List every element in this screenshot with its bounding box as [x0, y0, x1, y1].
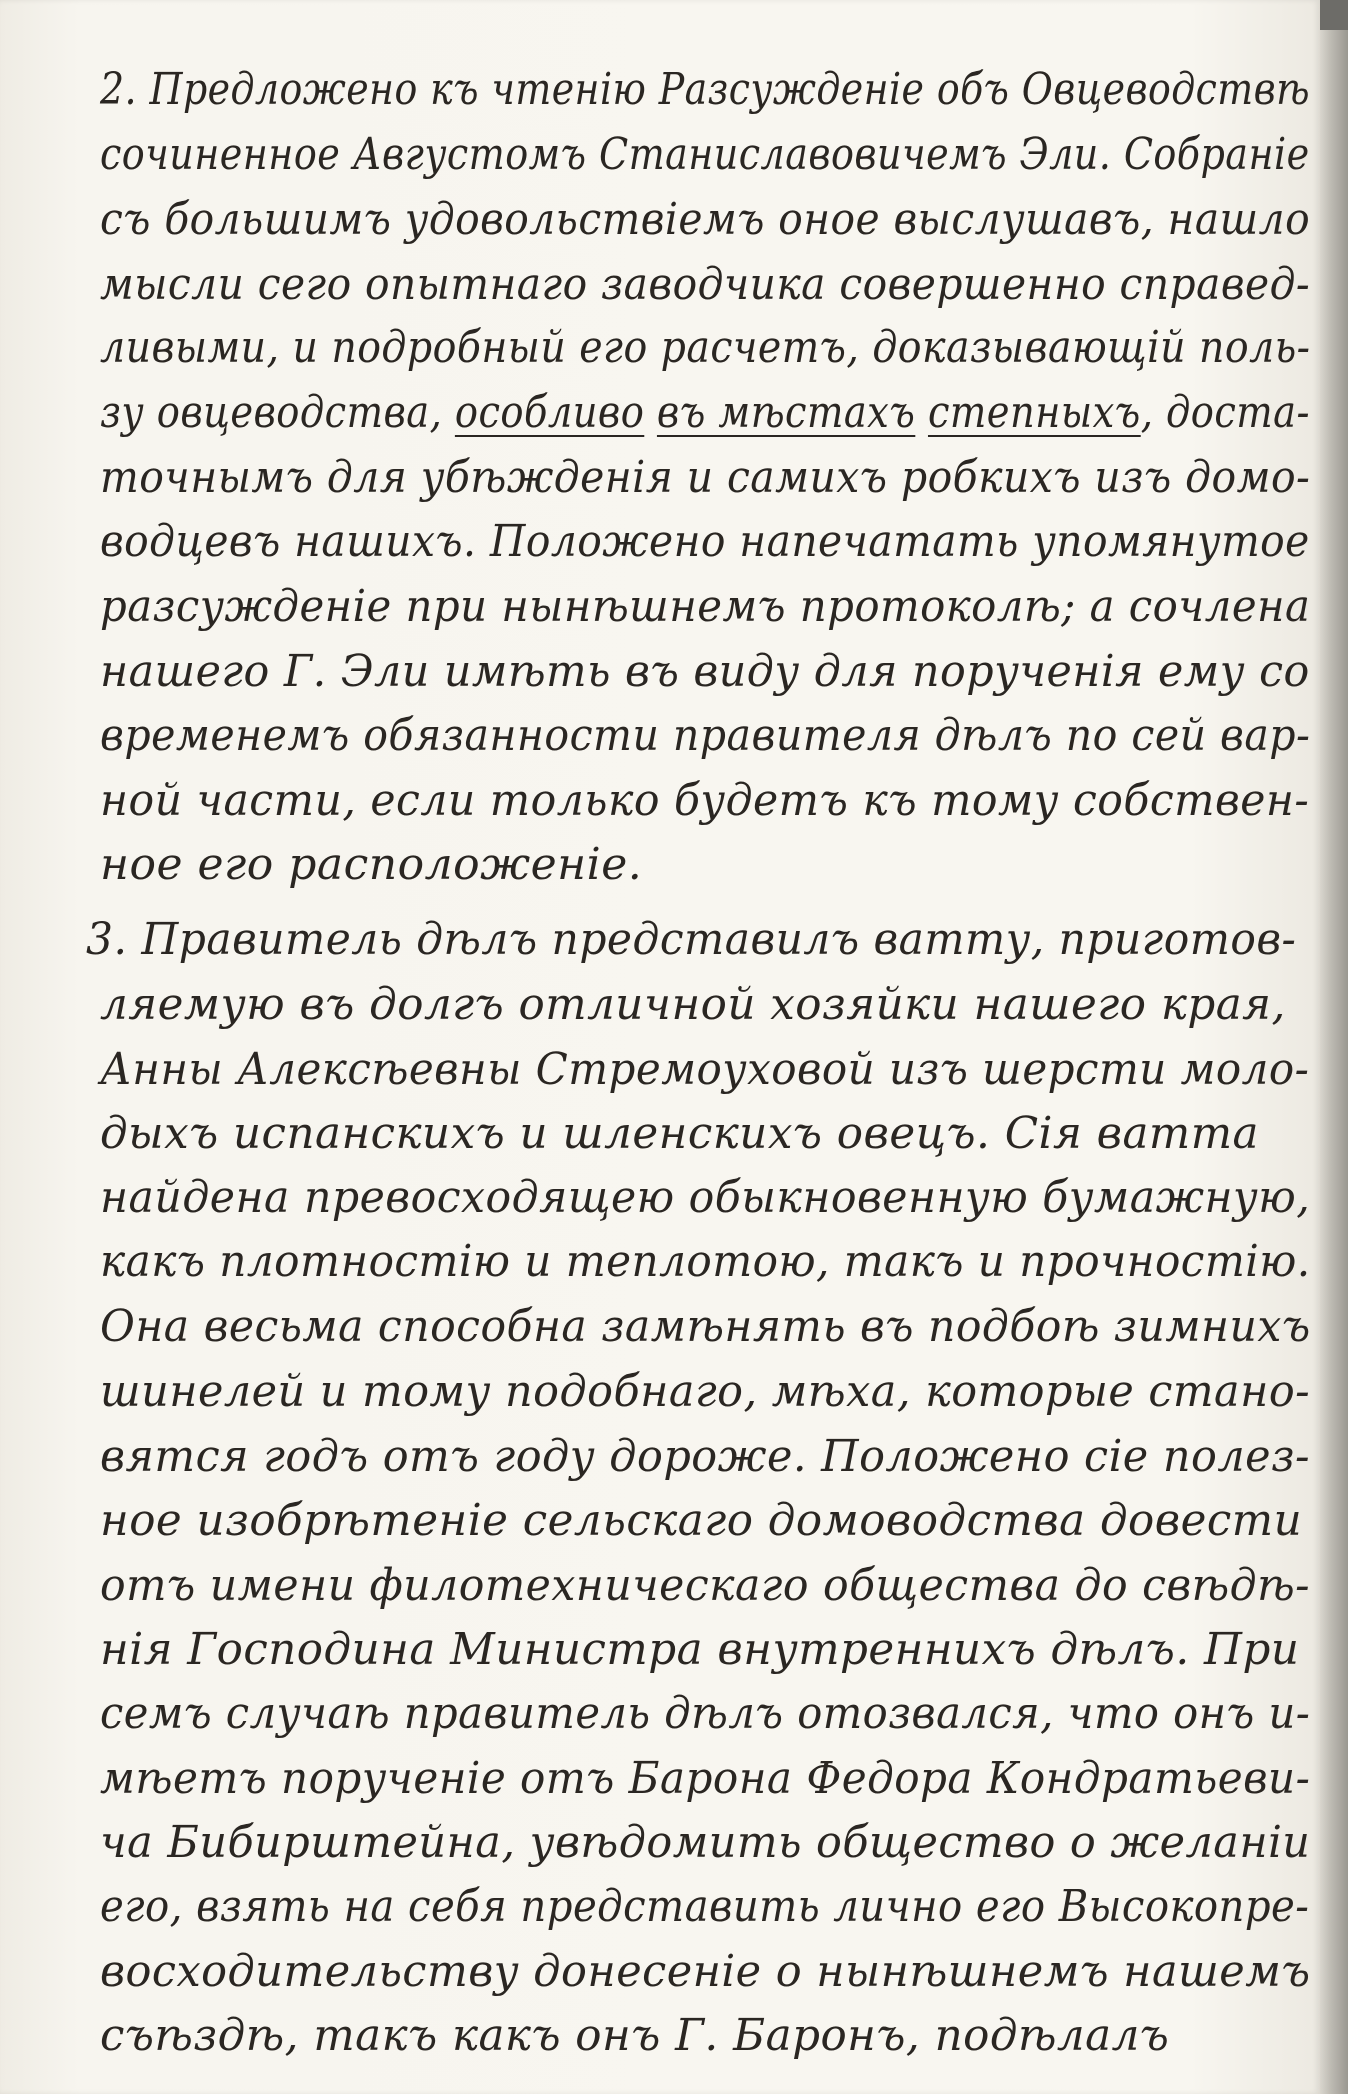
text-line: вятся годъ отъ году дороже. Положено сіе полез-: [100, 1431, 1310, 1482]
text-line: семъ случаѣ правитель дѣлъ отозвался, что онъ и-: [100, 1688, 1311, 1739]
text-line: ливыми, и подробный его расчетъ, доказывающій поль-: [100, 322, 1311, 373]
text-line: восходительству донесеніе о нынѣшнемъ нашемъ: [100, 1946, 1311, 1997]
text-line: нашего Г. Эли имѣть въ виду для порученія ему со: [100, 646, 1310, 697]
text-line: мысли сего опытнаго заводчика совершенно справед-: [100, 259, 1311, 310]
text-line: ча Бибирштейна, увѣдомить общество о желаніи: [100, 1817, 1311, 1868]
page-corner-shadow: [1320, 0, 1348, 30]
text-line: Она весьма способна замѣнять въ подбоѣ зимнихъ: [100, 1301, 1311, 1352]
text-line: найдена превосходящею обыкновенную бумажную,: [100, 1172, 1311, 1223]
text-line: точнымъ для убѣжденія и самихъ робкихъ изъ домо-: [100, 452, 1311, 503]
text-line: ляемую въ долгъ отличной хозяйки нашего края,: [100, 979, 1286, 1030]
text-line: шинелей и тому подобнаго, мѣха, которые стано-: [100, 1366, 1311, 1417]
text-line: отъ имени филотехническаго общества до свѣдѣ-: [100, 1560, 1310, 1611]
text-line: ное его расположеніе.: [100, 839, 643, 890]
text-line: нія Господина Министра внутреннихъ дѣлъ. При: [100, 1624, 1300, 1675]
manuscript-text: [86, 62, 1320, 2082]
text-line: сочиненное Августомъ Станиславовичемъ Эли. Собраніе: [100, 129, 1310, 180]
text-line: зу овцеводства, особливо въ мѣстахъ степныхъ, доста-: [100, 387, 1310, 438]
text-line: разсужденіе при нынѣшнемъ протоколѣ; а сочлена: [100, 581, 1311, 632]
text-line: съѣздѣ, такъ какъ онъ Г. Баронъ, подѣлалъ: [100, 2010, 1170, 2061]
text-line: 2. Предложено къ чтенію Разсужденіе объ Овцеводствѣ: [100, 64, 1311, 115]
text-line: ной части, если только будетъ къ тому собствен-: [100, 775, 1310, 826]
text-line: 3. Правитель дѣлъ представилъ ватту, приготов-: [86, 914, 1297, 965]
text-line: ное изобрѣтеніе сельскаго домоводства довести: [100, 1495, 1303, 1546]
text-line: съ большимъ удовольствіемъ оное выслушавъ, нашло: [100, 194, 1311, 245]
text-line: дыхъ испанскихъ и шленскихъ овецъ. Сія ватта: [100, 1108, 1260, 1159]
page-binding-edge: [1320, 0, 1348, 2094]
text-line: мѣетъ порученіе отъ Барона Федора Кондратьеви-: [100, 1753, 1311, 1804]
text-line: Анны Алексѣевны Стремоуховой изъ шерсти моло-: [100, 1044, 1310, 1095]
text-line: какъ плотностію и теплотою, такъ и прочностію.: [100, 1236, 1311, 1287]
text-line: водцевъ нашихъ. Положено напечатать упомянутое: [100, 516, 1310, 567]
text-line: его, взять на себя представить лично его Высокопре-: [100, 1881, 1310, 1932]
text-line: временемъ обязанности правителя дѣлъ по сей вар-: [100, 710, 1311, 761]
